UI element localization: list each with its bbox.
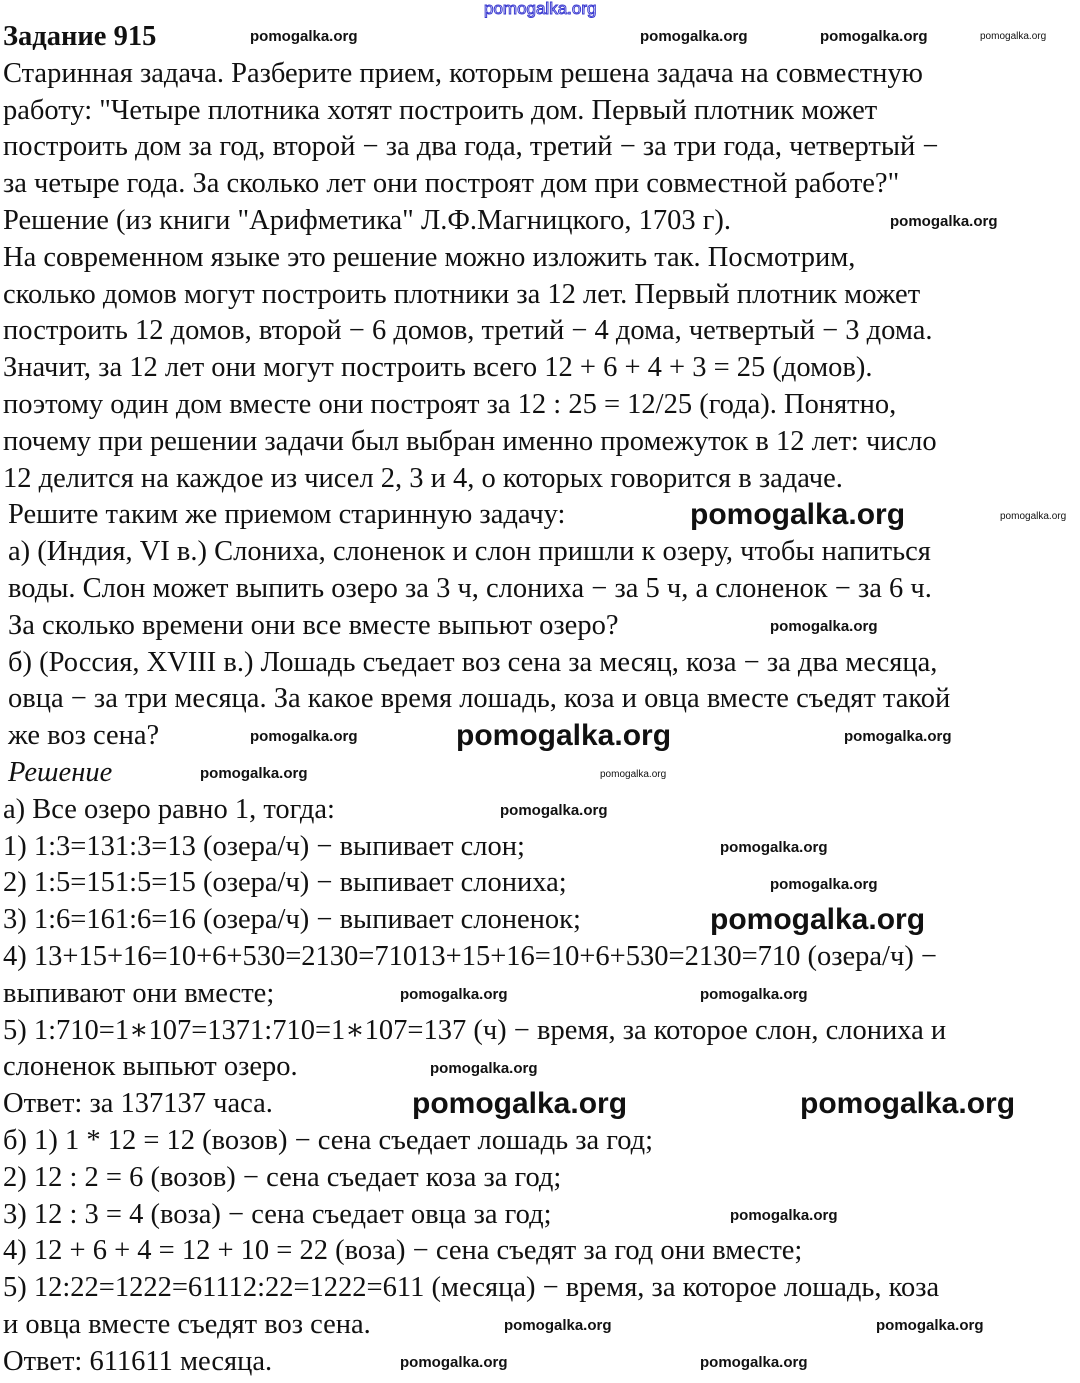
text-line: и овца вместе съедят воз сена. (3, 1308, 371, 1340)
text-line: выпивают они вместе; (3, 977, 275, 1009)
text-line: б) (Россия, XVIII в.) Лошадь съедает воз сена за месяц, коза − за два месяца, (8, 646, 938, 678)
watermark: pomogalka.org (200, 765, 308, 782)
watermark: pomogalka.org (690, 498, 906, 531)
text-line: овца − за три месяца. За какое время лошадь, коза и овца вместе съедят такой (8, 683, 951, 715)
text-line: б) 1) 1 * 12 = 12 (возов) − сена съедает лошадь за год; (3, 1124, 654, 1156)
watermark: pomogalka.org (700, 986, 808, 1003)
text-line: За сколько времени они все вместе выпьют озеро? (8, 609, 619, 641)
watermark: pomogalka.org (844, 728, 952, 745)
text-line: сколько домов могут построить плотники за 12 лет. Первый плотник может (3, 278, 921, 310)
text-line: 3) 1:6=161:6=16 (озера/ч) − выпивает слоненок; (3, 904, 581, 936)
watermark: pomogalka.org (250, 728, 358, 745)
watermark: pomogalka.org (400, 986, 508, 1003)
text-line: же воз сена? (8, 720, 160, 752)
text-line: 2) 1:5=151:5=15 (озера/ч) − выпивает слониха; (3, 867, 567, 899)
task-title: Задание 915 (3, 21, 157, 52)
text-line: 3) 12 : 3 = 4 (воза) − сена съедает овца за год; (3, 1198, 552, 1230)
text-line: 12 делится на каждое из чисел 2, 3 и 4, о которых говорится в задаче. (3, 462, 843, 494)
text-line: слоненок выпьют озеро. (3, 1051, 298, 1083)
watermark: pomogalka.org (890, 213, 998, 230)
text-line: 4) 13+15+16=10+6+530=2130=71013+15+16=10+6+530=2130=710 (озера/ч) − (3, 940, 938, 972)
watermark: pomogalka.org (456, 719, 672, 752)
watermark: pomogalka.org (720, 839, 828, 856)
text-line: 1) 1:3=131:3=13 (озера/ч) − выпивает слон; (3, 830, 525, 862)
watermark: pomogalka.org (800, 1087, 1016, 1120)
watermark: pomogalka.org (500, 802, 608, 819)
text-line: Решение (из книги "Арифметика" Л.Ф.Магницкого, 1703 г). (3, 204, 732, 236)
watermark: pomogalka.org (412, 1087, 628, 1120)
watermark: pomogalka.org (770, 876, 878, 893)
watermark: pomogalka.org (430, 1060, 538, 1077)
watermark: pomogalka.org (700, 1354, 808, 1371)
text-line: Решите таким же приемом старинную задачу: (8, 499, 566, 531)
watermark: pomogalka.org (504, 1317, 612, 1334)
watermark: pomogalka.org (484, 0, 597, 18)
text-line: построить 12 домов, второй − 6 домов, третий − 4 дома, четвертый − 3 дома. (3, 315, 933, 347)
watermark: pomogalka.org (876, 1317, 984, 1334)
watermark: pomogalka.org (980, 31, 1047, 42)
text-line: 2) 12 : 2 = 6 (возов) − сена съедает коза за год; (3, 1161, 562, 1193)
text-line: На современном языке это решение можно изложить так. Посмотрим, (3, 241, 856, 273)
watermark: pomogalka.org (820, 28, 928, 45)
text-line: 5) 1:710=1∗107=1371:710=1∗107=137 (ч) − время, за которое слон, слониха и (3, 1014, 947, 1046)
text-line: 4) 12 + 6 + 4 = 12 + 10 = 22 (воза) − сена съедят за год они вместе; (3, 1235, 803, 1267)
text-line: почему при решении задачи был выбран именно промежуток в 12 лет: число (3, 425, 937, 457)
text-line: поэтому один дом вместе они построят за 12 : 25 = 12/25 (года). Понятно, (3, 388, 897, 420)
text-line: а) Все озеро равно 1, тогда: (3, 793, 335, 825)
watermark: pomogalka.org (400, 1354, 508, 1371)
text-line: воды. Слон может выпить озеро за 3 ч, слониха − за 5 ч, а слоненок − за 6 ч. (8, 572, 932, 604)
watermark: pomogalka.org (770, 618, 878, 635)
watermark: pomogalka.org (730, 1207, 838, 1224)
watermark: pomogalka.org (640, 28, 748, 45)
text-line: Решение (8, 756, 113, 788)
text-line: Старинная задача. Разберите прием, которым решена задача на совместную (3, 57, 923, 89)
text-line: Значит, за 12 лет они могут построить всего 12 + 6 + 4 + 3 = 25 (домов). (3, 352, 873, 384)
text-line: за четыре года. За сколько лет они построят дом при совместной работе?" (3, 168, 900, 200)
text-line: работу: "Четыре плотника хотят построить дом. Первый плотник может (3, 94, 878, 126)
text-line: Ответ: 611611 месяца. (3, 1345, 273, 1377)
watermark: pomogalka.org (1000, 511, 1067, 522)
text-line: Ответ: за 137137 часа. (3, 1088, 273, 1120)
text-line: а) (Индия, VI в.) Слониха, слоненок и слон пришли к озеру, чтобы напиться (8, 536, 931, 568)
text-line: 5) 12:22=1222=61112:22=1222=611 (месяца) − время, за которое лошадь, коза (3, 1272, 940, 1304)
watermark: pomogalka.org (250, 28, 358, 45)
watermark: pomogalka.org (710, 903, 926, 936)
watermark: pomogalka.org (600, 769, 667, 780)
text-line: построить дом за год, второй − за два года, третий − за три года, четвертый − (3, 131, 939, 163)
